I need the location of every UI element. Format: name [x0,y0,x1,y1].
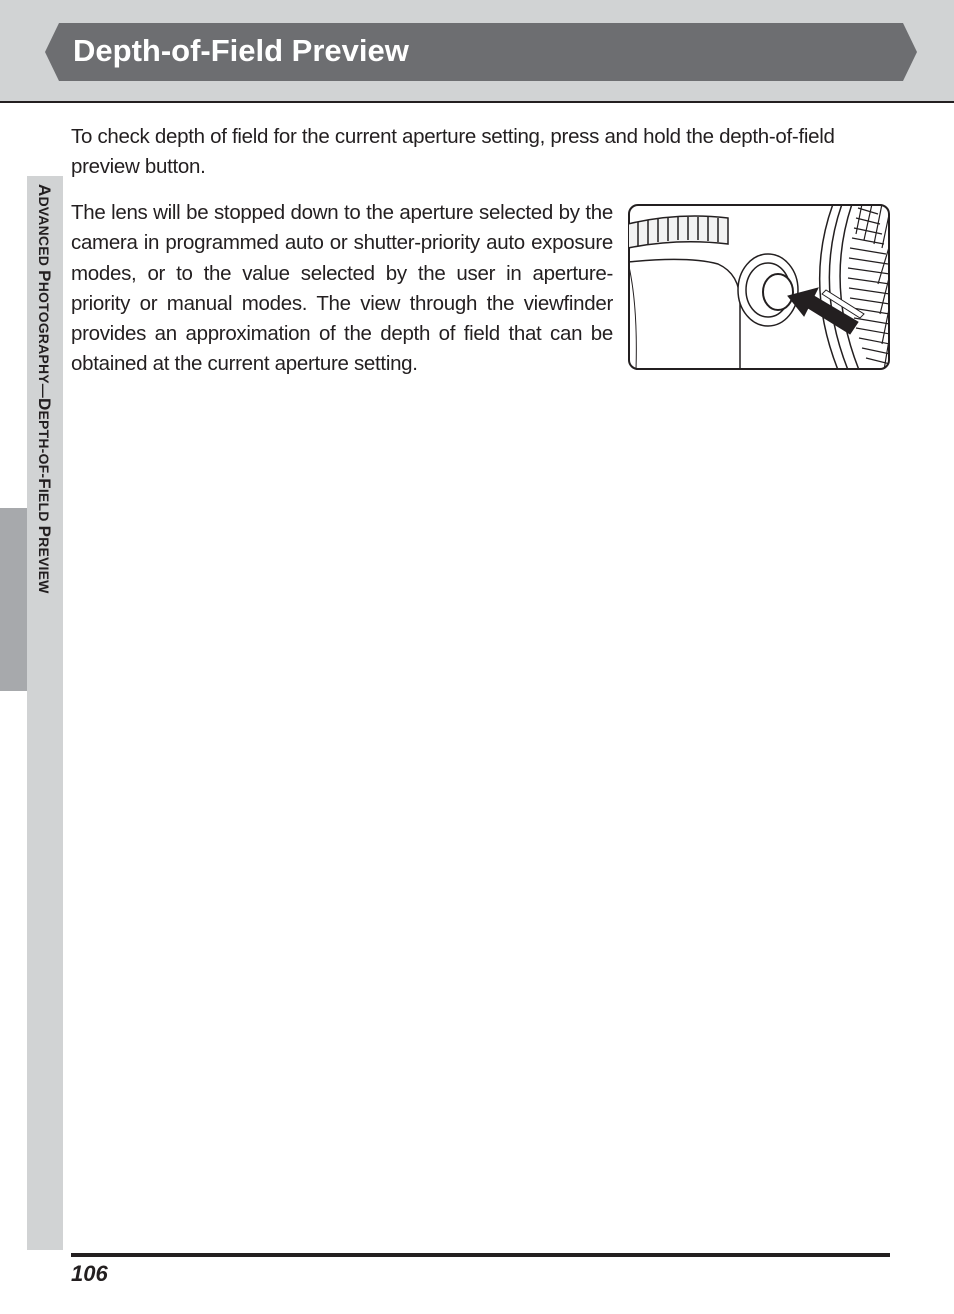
title-banner [45,23,917,81]
page-title: Depth-of-Field Preview [73,33,409,68]
body-paragraph: The lens will be stopped down to the aperture selected by the camera in programmed auto or shutter-priority auto exposure modes, or to the value selected by the user in aperture-priority or manual modes. The view through the viewfinder provides an approximation of the depth of field that can be obtained at the current aperture setting. [71,201,613,376]
intro-paragraph: To check depth of field for the current aperture setting, press and hold the depth-of-field preview button. [71,125,835,179]
camera-illustration [628,204,890,370]
page-number: 106 [71,1261,108,1286]
footer-rule [71,1253,890,1257]
section-label: ADVANCED PHOTOGRAPHY—DEPTH-OF-FIELD PREVIEW [35,184,54,594]
depth-of-field-button-icon [628,204,890,370]
side-tab-marker [0,508,27,691]
